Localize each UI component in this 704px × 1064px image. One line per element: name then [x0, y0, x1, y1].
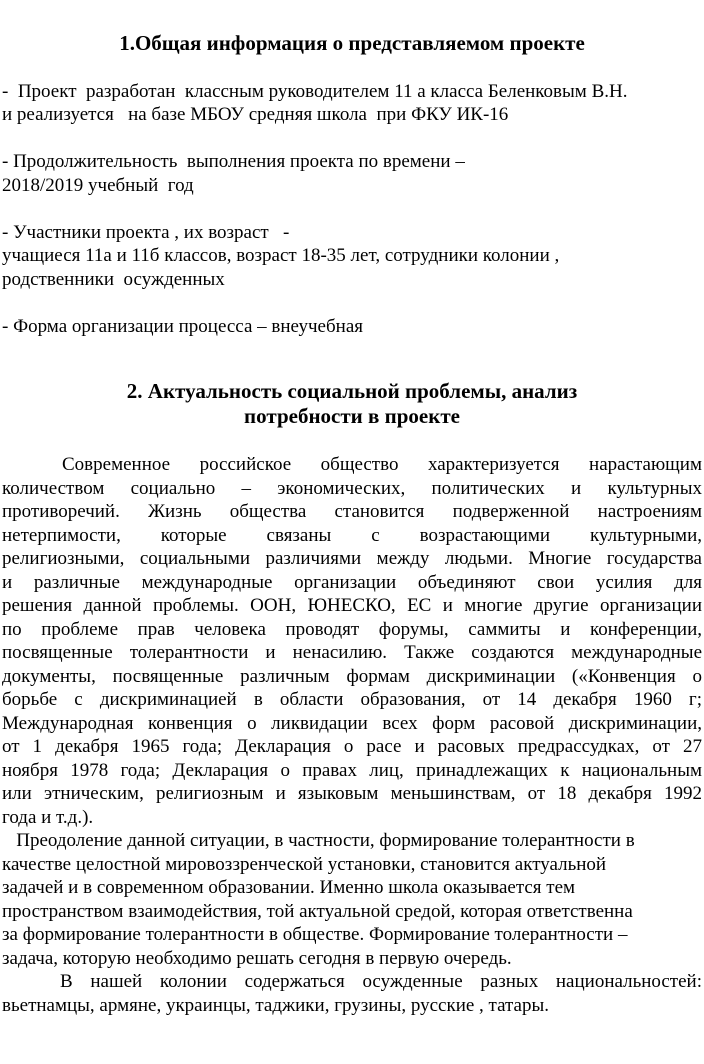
section2-title-line-1: 2. Актуальность социальной проблемы, анализ — [126, 379, 578, 403]
spacer — [2, 56, 702, 80]
participants-line-3: родственники осужденных — [2, 268, 225, 290]
p1-line: количеством социально – экономических, политических и культурных — [2, 477, 702, 499]
p1-line: года и т.д.). — [2, 806, 94, 828]
p2-line: качестве целостной мировоззренческой установки, становится актуальной — [2, 853, 607, 875]
spacer — [2, 429, 702, 453]
participants-line-2: учащиеся 11а и 11б классов, возраст 18-35 лет, сотрудники колонии , — [2, 245, 560, 266]
p2-line: пространством взаимодействия, той актуальной средой, которая ответственна — [2, 900, 633, 922]
paragraph-1 — [2, 453, 702, 829]
paragraph-2 — [2, 829, 702, 970]
author-line-2: и реализуется на базе МБОУ средняя школа при ФКУ ИК-16 — [2, 104, 509, 125]
form-line-1: - Форма организации процесса – внеучебная — [2, 315, 363, 337]
p1-line: борьбе с дискриминацией в области образования, от 14 декабря 1960 г; — [2, 689, 702, 710]
p3-line: вьетнамцы, армяне, украинцы, таджики, грузины, русские , татары. — [2, 994, 550, 1016]
spacer — [2, 197, 702, 221]
p2-line: за формирование толерантности в обществе. Формирование толерантности – — [2, 924, 628, 945]
p2-line: Преодоление данной ситуации, в частности, формирование толерантности в — [2, 830, 635, 851]
participants-line-1: - Участники проекта , их возраст - — [2, 221, 290, 243]
section1-title: 1.Общая информация о представляемом проекте — [119, 31, 585, 55]
p1-line: Современное российское общество характеризуется нарастающим — [62, 454, 702, 475]
p3-line: В нашей колонии содержаться осужденные разных национальностей: — [60, 971, 702, 992]
p1-line: противоречий. Жизнь общества становится подверженной настроениям — [2, 501, 702, 522]
p1-line: Международная конвенция о ликвидации всех форм расовой дискриминации, — [2, 712, 702, 734]
p2-line: задача, которую необходимо решать сегодня в первую очередь. — [2, 947, 512, 969]
paragraph-3 — [2, 970, 702, 1017]
p1-line: ноября 1978 года; Декларация о правах лиц, принадлежащих к национальным — [2, 759, 702, 781]
p1-line: решения данной проблемы. ООН, ЮНЕСКО, ЕС и многие другие организации — [2, 595, 702, 616]
p1-line: от 1 декабря 1965 года; Декларация о расе и расовых предрассудках, от 27 — [2, 736, 702, 757]
p1-line: или этническим, религиозным и языковым меньшинствам, от 18 декабря 1992 — [2, 783, 702, 804]
p2-line: задачей и в современном образовании. Именно школа оказывается тем — [2, 877, 576, 898]
duration-line-2: 2018/2019 учебный год — [2, 174, 194, 196]
spacer — [2, 291, 702, 315]
spacer — [2, 127, 702, 151]
author-line-1: - Проект разработан классным руководителем 11 а класса Беленковым В.Н. — [2, 80, 628, 102]
section2-title-line-2: потребности в проекте — [244, 404, 460, 428]
p1-line: и различные международные организации объединяют свои усилия для — [2, 571, 702, 593]
p1-line: нетерпимости, которые связаны с возрастающими культурными, — [2, 524, 702, 546]
p1-line: посвященные толерантности и ненасилию. Также создаются международные — [2, 642, 702, 663]
p1-line: религиозными, социальными различиями между людьми. Многие государства — [2, 548, 702, 569]
duration-line-1: - Продолжительность выполнения проекта по времени – — [2, 151, 465, 172]
p1-line: по проблеме прав человека проводят форумы, саммиты и конференции, — [2, 618, 702, 640]
p1-line: документы, посвященные различным формам дискриминации («Конвенция о — [2, 665, 702, 687]
